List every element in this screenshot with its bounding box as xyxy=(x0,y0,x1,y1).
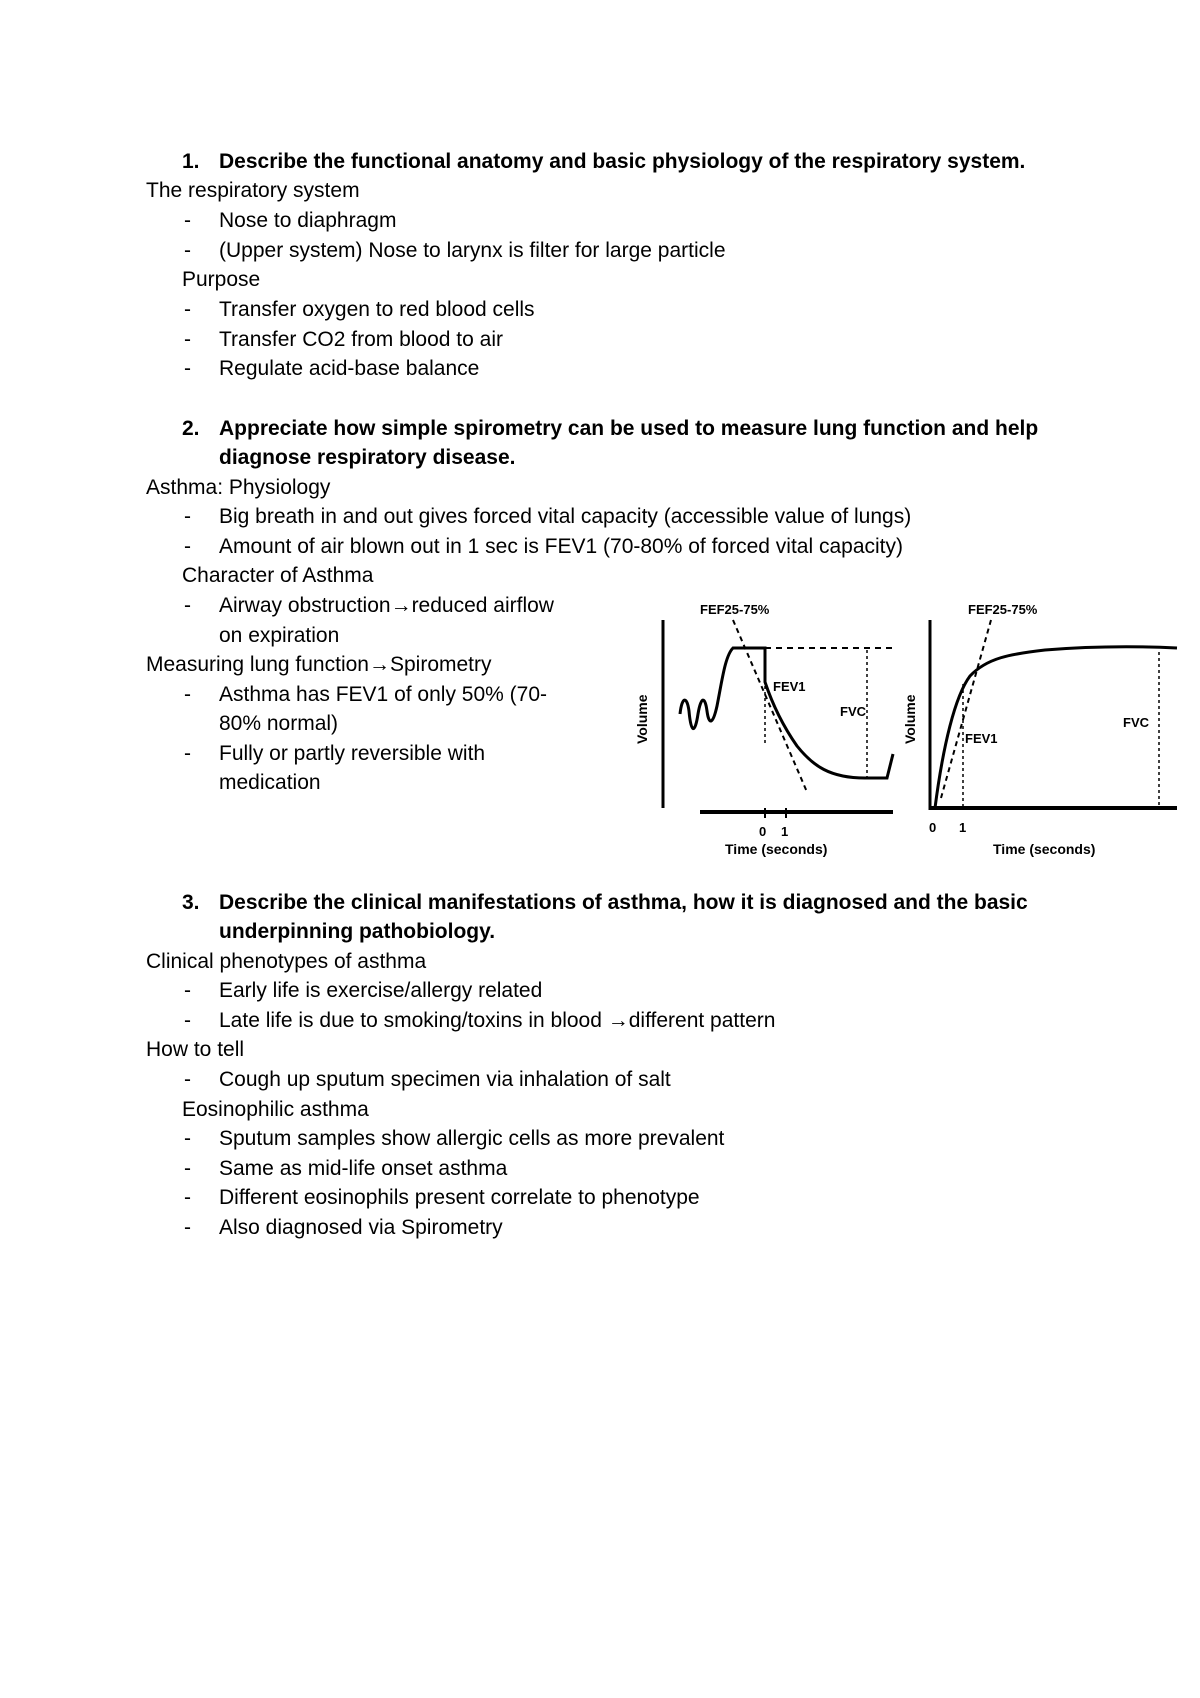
section-3-number: 3. xyxy=(182,891,200,914)
section-2-heading-line2: diagnose respiratory disease. xyxy=(219,446,516,469)
list-item: Big breath in and out gives forced vital capacity (accessible value of lungs) xyxy=(219,505,912,528)
list-item: Different eosinophils present correlate to phenotype xyxy=(219,1186,700,1209)
section-1-subheading: Purpose xyxy=(182,268,261,291)
spirometry-figure xyxy=(625,596,1185,866)
bullet-dash: - xyxy=(184,1157,191,1180)
left-fef-tangent xyxy=(733,620,807,792)
bullet-dash: - xyxy=(184,298,191,321)
section-1-number: 1. xyxy=(182,150,200,173)
right-x-label: Time (seconds) xyxy=(993,841,1096,857)
section-3-intro2: How to tell xyxy=(146,1038,245,1061)
list-item: Late life is due to smoking/toxins in blood →different pattern xyxy=(219,1009,776,1032)
section-2-number: 2. xyxy=(182,417,200,440)
list-item: Cough up sputum specimen via inhalation of salt xyxy=(219,1068,671,1091)
bullet-dash: - xyxy=(184,1127,191,1150)
right-fef-label: FEF25-75% xyxy=(968,602,1038,617)
list-item: Airway obstruction→reduced airflow xyxy=(219,594,554,617)
measuring-heading: Measuring lung function→Spirometry xyxy=(146,653,492,676)
left-fev1-label: FEV1 xyxy=(773,679,806,694)
section-2-subheading: Character of Asthma xyxy=(182,564,374,587)
right-fef-tangent xyxy=(941,620,991,798)
left-fef-label: FEF25-75% xyxy=(700,602,770,617)
left-panel xyxy=(634,602,893,857)
list-item: (Upper system) Nose to larynx is filter for large particle xyxy=(219,239,726,262)
bullet-dash: - xyxy=(184,683,191,706)
list-item: Regulate acid-base balance xyxy=(219,357,480,380)
bullet-dash: - xyxy=(184,1186,191,1209)
list-item: Early life is exercise/allergy related xyxy=(219,979,543,1002)
list-item-continuation: 80% normal) xyxy=(219,712,339,735)
bullet-dash: - xyxy=(184,1009,191,1032)
section-1-intro: The respiratory system xyxy=(146,179,360,202)
left-tick-1-label: 1 xyxy=(781,824,789,839)
right-fev1-label: FEV1 xyxy=(965,731,998,746)
bullet-dash: - xyxy=(184,1216,191,1239)
list-item: Asthma has FEV1 of only 50% (70- xyxy=(219,683,547,706)
section-2-heading-line1: Appreciate how simple spirometry can be used to measure lung function and help xyxy=(219,417,1039,440)
right-fvc-label: FVC xyxy=(1123,715,1149,730)
list-item: Also diagnosed via Spirometry xyxy=(219,1216,503,1239)
right-panel xyxy=(902,602,1177,857)
section-3-heading-line1: Describe the clinical manifestations of asthma, how it is diagnosed and the basic xyxy=(219,891,1028,914)
section-3-subheading: Eosinophilic asthma xyxy=(182,1098,369,1121)
section-3-heading-line2: underpinning pathobiology. xyxy=(219,920,496,943)
list-item: Sputum samples show allergic cells as more prevalent xyxy=(219,1127,725,1150)
bullet-dash: - xyxy=(184,357,191,380)
left-tick-0-label: 0 xyxy=(759,824,767,839)
list-item-continuation: on expiration xyxy=(219,624,340,647)
right-y-label: Volume xyxy=(902,694,918,744)
right-tick-1-label: 1 xyxy=(959,820,967,835)
list-item-continuation: medication xyxy=(219,771,321,794)
section-1-heading: Describe the functional anatomy and basic physiology of the respiratory system. xyxy=(219,150,1026,173)
right-tick-0-label: 0 xyxy=(929,820,937,835)
list-item: Same as mid-life onset asthma xyxy=(219,1157,508,1180)
bullet-dash: - xyxy=(184,594,191,617)
section-2-intro: Asthma: Physiology xyxy=(146,476,331,499)
list-item: Nose to diaphragm xyxy=(219,209,397,232)
left-y-label: Volume xyxy=(634,694,650,744)
list-item: Fully or partly reversible with xyxy=(219,742,486,765)
list-item: Transfer CO2 from blood to air xyxy=(219,328,503,351)
bullet-dash: - xyxy=(184,535,191,558)
bullet-dash: - xyxy=(184,505,191,528)
bullet-dash: - xyxy=(184,239,191,262)
list-item: Transfer oxygen to red blood cells xyxy=(219,298,535,321)
list-item: Amount of air blown out in 1 sec is FEV1 (70-80% of forced vital capacity) xyxy=(219,535,903,558)
left-fvc-label: FVC xyxy=(840,704,866,719)
bullet-dash: - xyxy=(184,742,191,765)
bullet-dash: - xyxy=(184,979,191,1002)
section-3-intro: Clinical phenotypes of asthma xyxy=(146,950,427,973)
bullet-dash: - xyxy=(184,328,191,351)
bullet-dash: - xyxy=(184,1068,191,1091)
left-x-label: Time (seconds) xyxy=(725,841,828,857)
bullet-dash: - xyxy=(184,209,191,232)
